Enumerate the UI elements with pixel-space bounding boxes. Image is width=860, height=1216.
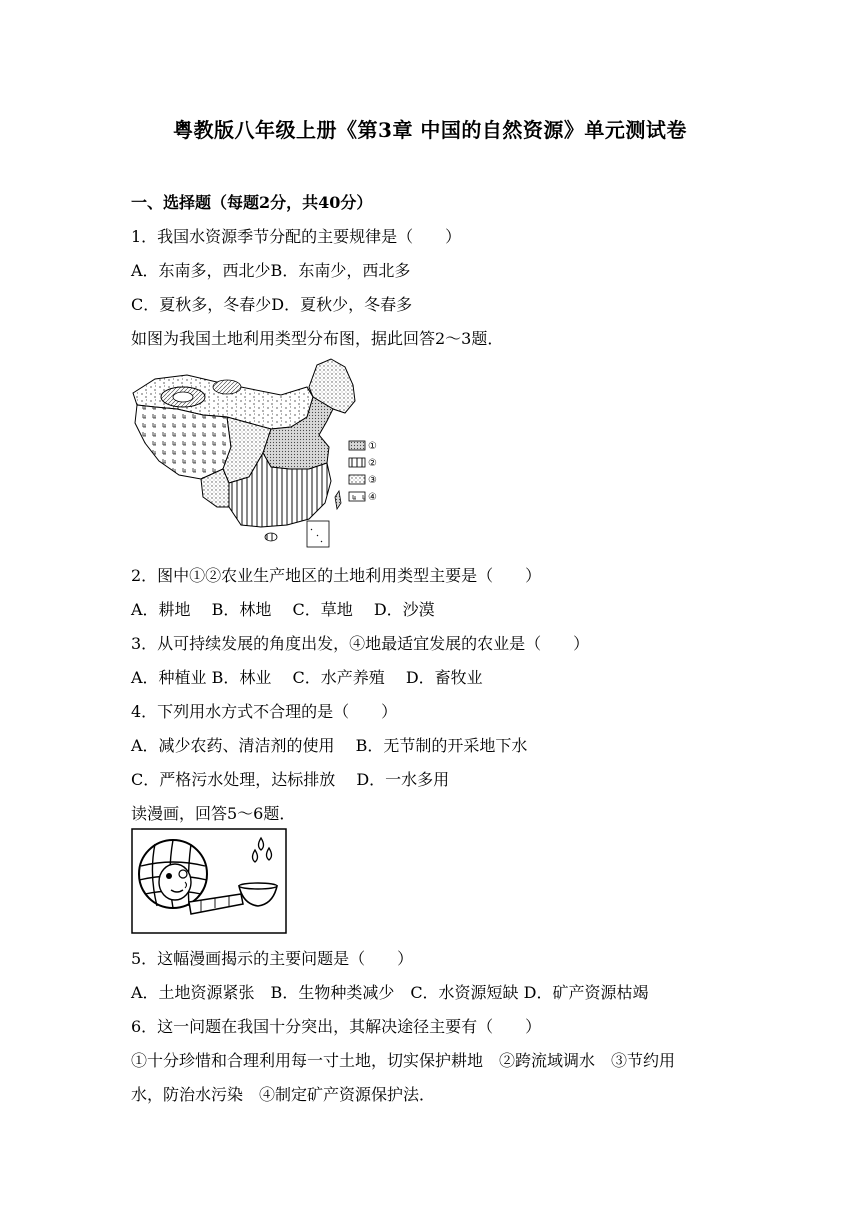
south-sea-inset: [307, 521, 329, 547]
question-4-options-cd: C．严格污水处理，达标排放 D．一水多用: [131, 770, 450, 789]
question-4-stem: 4．下列用水方式不合理的是（ ）: [131, 702, 398, 721]
hainan-island: [265, 533, 277, 541]
page-title: 粤教版八年级上册《第3章 中国的自然资源》单元测试卷: [173, 118, 687, 142]
question-1-stem: 1．我国水资源季节分配的主要规律是（ ）: [131, 227, 462, 246]
legend-label-2: ②: [368, 458, 377, 469]
question-2-options: A．耕地 B．林地 C．草地 D．沙漠: [131, 600, 435, 619]
taiwan-island: [335, 491, 341, 509]
legend-swatch-2: [349, 458, 365, 467]
question-3-stem: 3．从可持续发展的角度出发，④地最适宜发展的农业是（ ）: [131, 634, 590, 653]
legend-label-3: ③: [368, 475, 377, 486]
water-drop-3: [267, 848, 272, 860]
water-shortage-cartoon: [131, 828, 287, 934]
question-6-body-line-2: 水，防治水污染 ④制定矿产资源保护法．: [131, 1085, 436, 1104]
map-legend: [349, 441, 377, 503]
question-5-stem: 5．这幅漫画揭示的主要问题是（ ）: [131, 949, 414, 968]
basin-inner: [173, 392, 193, 402]
question-1-options-ab: A．东南多，西北少B．东南少，西北多: [131, 261, 411, 280]
water-drop-2: [253, 850, 258, 862]
legend-label-4: ④: [368, 492, 377, 503]
section-heading: 一、选择题（每题2分，共40分）: [131, 193, 373, 212]
question-3-options: A．种植业 B．林业 C．水产养殖 D．畜牧业: [131, 668, 483, 687]
question-4-options-ab: A．减少农药、清洁剂的使用 B．无节制的开采地下水: [131, 736, 528, 755]
map-intro-text: 如图为我国土地利用类型分布图，据此回答2～3题．: [131, 329, 504, 348]
upper-basin: [213, 380, 241, 394]
question-5-options: A．土地资源紧张 B．生物种类减少 C．水资源短缺 D．矿产资源枯竭: [131, 983, 649, 1002]
legend-label-1: ①: [368, 441, 377, 452]
question-2-stem: 2．图中①②农业生产地区的土地利用类型主要是（ ）: [131, 566, 542, 585]
question-6-body-line-1: ①十分珍惜和合理利用每一寸土地，切实保护耕地 ②跨流域调水 ③节约用: [131, 1051, 676, 1070]
southwest-region: [135, 405, 231, 479]
legend-swatch-4: [349, 492, 365, 501]
land-use-map-figure: [131, 357, 411, 549]
cartoon-intro-text: 读漫画，回答5～6题．: [131, 804, 296, 823]
question-1-options-cd: C．夏秋多，冬春少D．夏秋少，冬春多: [131, 295, 413, 314]
legend-swatch-3: [349, 475, 365, 484]
question-6-stem: 6．这一问题在我国十分突出，其解决途径主要有（ ）: [131, 1017, 542, 1036]
water-drop-1: [259, 838, 264, 850]
legend-swatch-1: [349, 441, 365, 450]
face: [159, 864, 191, 900]
